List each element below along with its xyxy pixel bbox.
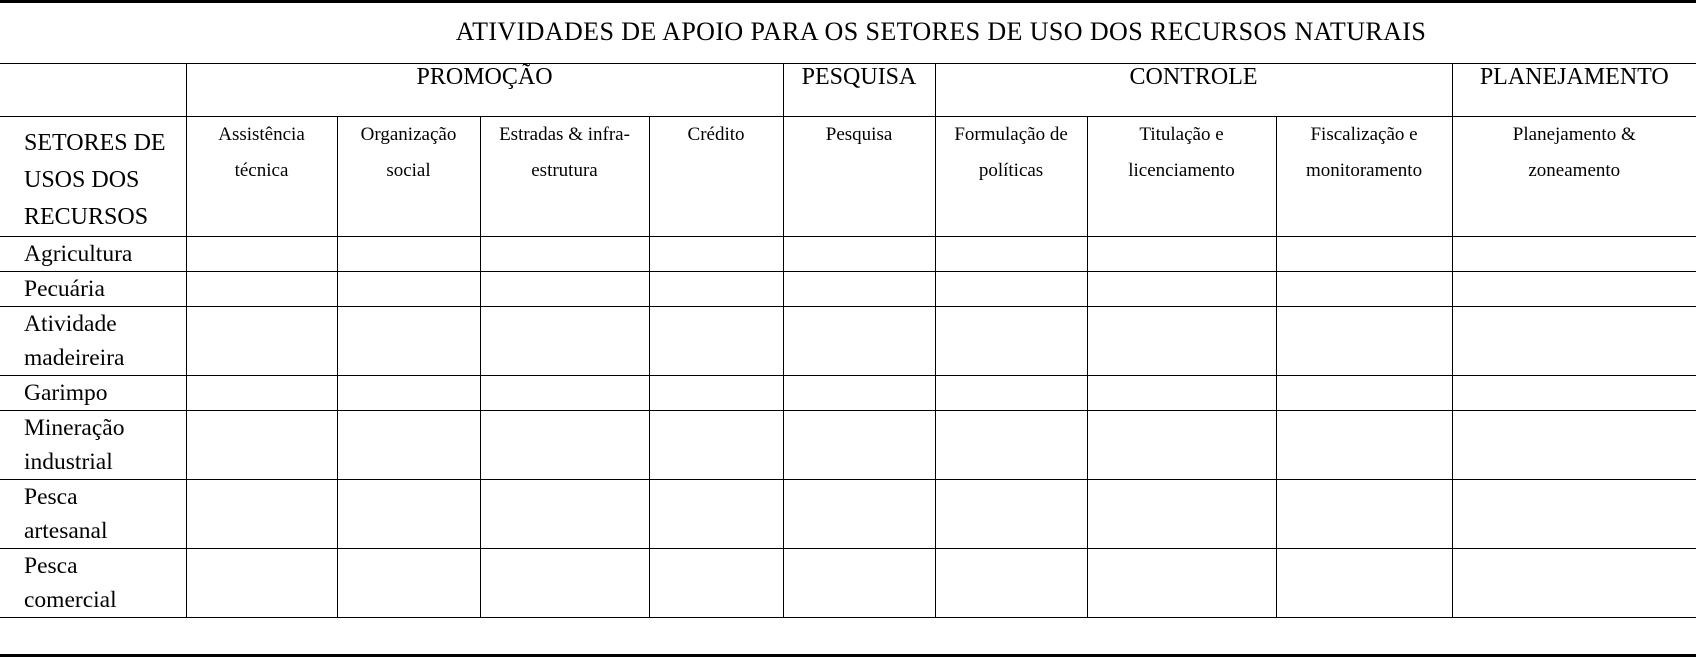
table-cell xyxy=(1087,411,1276,480)
table-cell xyxy=(783,307,935,376)
table-cell xyxy=(1276,480,1452,549)
table-cell xyxy=(935,272,1087,307)
table-cell xyxy=(935,307,1087,376)
group-planejamento: PLANEJAMENTO xyxy=(1452,64,1696,117)
sector-label-line: Atividade xyxy=(24,311,117,337)
col-line: técnica xyxy=(234,160,289,181)
col-formulacao-politicas xyxy=(935,117,1087,237)
sector-rows xyxy=(0,237,1696,618)
sector-label xyxy=(0,237,186,272)
title-row xyxy=(0,3,1696,64)
table-cell xyxy=(337,272,480,307)
table-row xyxy=(0,272,1696,307)
table-cell xyxy=(186,376,337,411)
table-cell xyxy=(1276,272,1452,307)
table-cell xyxy=(480,237,649,272)
col-estradas-infraestrutura xyxy=(480,117,649,237)
table-cell xyxy=(186,272,337,307)
table-cell xyxy=(649,376,783,411)
table-row xyxy=(0,480,1696,549)
table-cell xyxy=(1087,480,1276,549)
col-assistencia-tecnica xyxy=(186,117,337,237)
table-cell xyxy=(1087,307,1276,376)
table-row xyxy=(0,376,1696,411)
sector-label-line: Pesca xyxy=(24,484,78,510)
table-cell xyxy=(186,480,337,549)
col-line: Assistência xyxy=(218,124,305,145)
table-cell xyxy=(1276,549,1452,618)
table-row xyxy=(0,237,1696,272)
table-cell xyxy=(480,307,649,376)
table-row xyxy=(0,307,1696,376)
table-cell xyxy=(186,549,337,618)
table-cell xyxy=(935,549,1087,618)
row-header-line: USOS DOS xyxy=(24,167,140,193)
table-cell xyxy=(783,376,935,411)
group-header-row xyxy=(0,64,1696,117)
table-title: ATIVIDADES DE APOIO PARA OS SETORES DE USO DOS RECURSOS NATURAIS xyxy=(455,17,1427,46)
table-cell xyxy=(1276,376,1452,411)
col-line: Titulação e xyxy=(1139,124,1224,145)
table-cell xyxy=(935,237,1087,272)
table-cell xyxy=(337,411,480,480)
table-cell xyxy=(337,480,480,549)
col-line: estrutura xyxy=(531,160,598,181)
sector-label-line: Mineração xyxy=(24,415,125,441)
table-cell xyxy=(649,480,783,549)
sector-label xyxy=(0,376,186,411)
table-cell xyxy=(649,272,783,307)
sector-label xyxy=(0,272,186,307)
table-cell xyxy=(480,272,649,307)
table-cell xyxy=(337,376,480,411)
table-cell xyxy=(783,411,935,480)
col-line: políticas xyxy=(978,160,1044,181)
table-cell xyxy=(1452,376,1696,411)
group-pesquisa: PESQUISA xyxy=(783,64,935,117)
sector-label-line: comercial xyxy=(24,587,117,613)
row-header-line: RECURSOS xyxy=(24,204,149,230)
table-cell xyxy=(1452,549,1696,618)
table-cell xyxy=(337,549,480,618)
sector-label xyxy=(0,307,186,376)
corner-cell xyxy=(0,64,186,117)
table-cell xyxy=(480,376,649,411)
col-line: Fiscalização e xyxy=(1310,124,1418,145)
support-activities-table xyxy=(0,63,1696,618)
table-cell xyxy=(337,237,480,272)
sector-label-line: artesanal xyxy=(24,518,108,544)
table-cell xyxy=(649,307,783,376)
col-fiscalizacao-monitoramento xyxy=(1276,117,1452,237)
table-cell xyxy=(1087,237,1276,272)
sector-label-line: Agricultura xyxy=(24,241,133,267)
table-cell xyxy=(480,549,649,618)
table-cell xyxy=(186,237,337,272)
col-planejamento-zoneamento xyxy=(1452,117,1696,237)
table-row xyxy=(0,549,1696,618)
col-line: Planejamento & xyxy=(1512,124,1636,145)
table-cell xyxy=(337,307,480,376)
sector-label xyxy=(0,480,186,549)
table-cell xyxy=(783,237,935,272)
sector-label-line: Pesca xyxy=(24,553,78,579)
table-cell xyxy=(480,411,649,480)
table-cell xyxy=(783,549,935,618)
table-cell xyxy=(1276,411,1452,480)
table-cell xyxy=(783,272,935,307)
table-cell xyxy=(935,411,1087,480)
table-cell xyxy=(1452,480,1696,549)
table-cell xyxy=(186,307,337,376)
group-controle: CONTROLE xyxy=(935,64,1452,117)
column-header-row xyxy=(0,117,1696,237)
col-line: Crédito xyxy=(687,124,745,145)
sector-label-line: Garimpo xyxy=(24,380,108,406)
col-line: Estradas & infra- xyxy=(499,124,630,145)
col-line: Formulação de xyxy=(954,124,1068,145)
row-header-line: SETORES DE xyxy=(24,130,166,156)
table-cell xyxy=(480,480,649,549)
col-line: social xyxy=(386,160,431,181)
table-cell xyxy=(1452,237,1696,272)
sector-label-line: Pecuária xyxy=(24,276,105,302)
sector-label-line: industrial xyxy=(24,449,113,475)
col-line: Organização xyxy=(360,124,457,145)
col-line: Pesquisa xyxy=(825,124,893,145)
col-organizacao-social xyxy=(337,117,480,237)
col-titulacao-licenciamento xyxy=(1087,117,1276,237)
table-cell xyxy=(935,376,1087,411)
col-line: licenciamento xyxy=(1128,160,1235,181)
col-line: monitoramento xyxy=(1305,160,1423,181)
row-header-label xyxy=(0,117,186,237)
table-cell xyxy=(1452,272,1696,307)
table-cell xyxy=(783,480,935,549)
table-cell xyxy=(649,237,783,272)
table-row xyxy=(0,411,1696,480)
col-credito xyxy=(649,117,783,237)
col-line: zoneamento xyxy=(1528,160,1621,181)
table-cell xyxy=(1087,272,1276,307)
table-cell xyxy=(1452,307,1696,376)
sector-label xyxy=(0,411,186,480)
table-cell xyxy=(1276,307,1452,376)
table-cell xyxy=(1087,376,1276,411)
table-cell xyxy=(186,411,337,480)
table-cell xyxy=(1276,237,1452,272)
group-promocao: PROMOÇÃO xyxy=(186,64,783,117)
table-cell xyxy=(1087,549,1276,618)
col-pesquisa xyxy=(783,117,935,237)
table-cell xyxy=(1452,411,1696,480)
sector-label xyxy=(0,549,186,618)
table-cell xyxy=(935,480,1087,549)
table-cell xyxy=(649,549,783,618)
sector-label-line: madeireira xyxy=(24,345,125,371)
table-cell xyxy=(649,411,783,480)
